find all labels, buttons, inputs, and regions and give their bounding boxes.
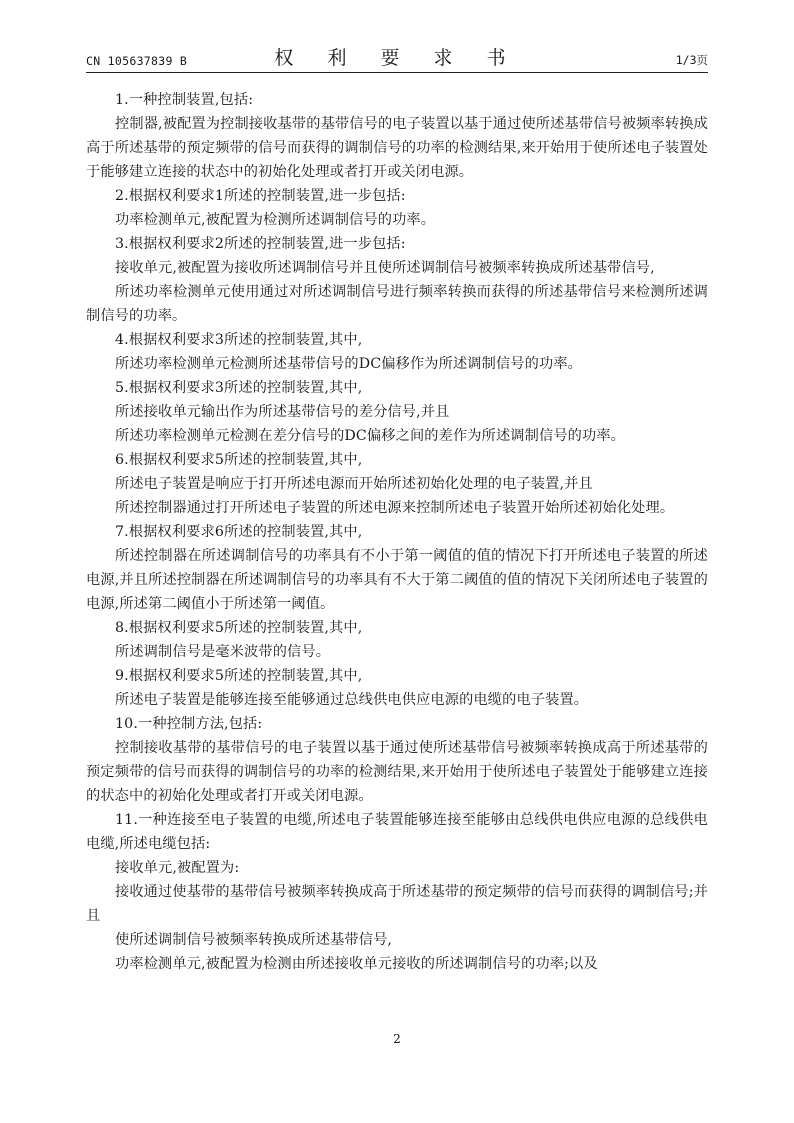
claim-paragraph: 所述电子装置是响应于打开所述电源而开始所述初始化处理的电子装置,并且	[115, 476, 593, 492]
claim-paragraph: 接收单元,被配置为接收所述调制信号并且使所述调制信号被频率转换成所述基带信号,	[115, 260, 655, 276]
claim-paragraph: 7.根据权利要求6所述的控制装置,其中,	[115, 524, 363, 540]
claim-paragraph: 所述功率检测单元使用通过对所述调制信号进行频率转换而获得的所述基带信号来检测所述调制信号的功率。	[86, 284, 708, 324]
claims-body	[86, 88, 708, 976]
claim-paragraph: 10.一种控制方法,包括:	[115, 716, 263, 732]
claim-paragraph: 3.根据权利要求2所述的控制装置,进一步包括:	[115, 236, 406, 252]
claim-paragraph: 5.根据权利要求3所述的控制装置,其中,	[115, 380, 363, 396]
claim-paragraph: 9.根据权利要求5所述的控制装置,其中,	[115, 668, 363, 684]
claim-paragraph: 所述功率检测单元检测在差分信号的DC偏移之间的差作为所述调制信号的功率。	[115, 428, 626, 444]
page-number: 2	[393, 1032, 401, 1046]
claim-paragraph: 接收通过使基带的基带信号被频率转换成高于所述基带的预定频带的信号而获得的调制信号;并且	[86, 884, 708, 924]
claim-paragraph: 11.一种连接至电子装置的电缆,所述电子装置能够连接至能够由总线供电供应电源的总线供电电缆,所述电缆包括:	[86, 812, 708, 852]
claim-paragraph: 所述接收单元输出作为所述基带信号的差分信号,并且	[115, 404, 450, 420]
claim-paragraph: 4.根据权利要求3所述的控制装置,其中,	[115, 332, 363, 348]
patent-number: CN 105637839 B	[86, 54, 188, 68]
claim-paragraph: 所述电子装置是能够连接至能够通过总线供电供应电源的电缆的电子装置。	[115, 692, 589, 708]
page-header	[86, 44, 708, 74]
claim-paragraph: 6.根据权利要求5所述的控制装置,其中,	[115, 452, 363, 468]
claim-paragraph: 1.一种控制装置,包括:	[115, 92, 254, 108]
claim-paragraph: 所述控制器通过打开所述电子装置的所述电源来控制所述电子装置开始所述初始化处理。	[115, 500, 675, 516]
header-rule	[86, 72, 708, 73]
claim-paragraph: 接收单元,被配置为:	[115, 860, 240, 876]
page-count: 1/3页	[675, 53, 708, 67]
claim-paragraph: 功率检测单元,被配置为检测所述调制信号的功率。	[115, 212, 436, 228]
claim-paragraph: 所述控制器在所述调制信号的功率具有不小于第一阈值的值的情况下打开所述电子装置的所述电源,并且所述控制器在所述调制信号的功率具有不大于第二阈值的值的情况下关闭所述电子装置的电源,所述第二阈值小于所述第一阈值。	[86, 548, 708, 612]
claim-paragraph: 所述功率检测单元检测所述基带信号的DC偏移作为所述调制信号的功率。	[115, 356, 582, 372]
claim-paragraph: 控制器,被配置为控制接收基带的基带信号的电子装置以基于通过使所述基带信号被频率转换成高于所述基带的预定频带的信号而获得的调制信号的功率的检测结果,来开始用于使所述电子装置处于能够建立连接的状态中的初始化处理或者打开或关闭电源。	[86, 116, 708, 180]
document-title: 权 利 要 求 书	[274, 47, 520, 69]
claim-paragraph: 功率检测单元,被配置为检测由所述接收单元接收的所述调制信号的功率;以及	[115, 956, 598, 972]
claim-paragraph: 控制接收基带的基带信号的电子装置以基于通过使所述基带信号被频率转换成高于所述基带的预定频带的信号而获得的调制信号的功率的检测结果,来开始用于使所述电子装置处于能够建立连接的状态中的初始化处理或者打开或关闭电源。	[86, 740, 708, 804]
claim-paragraph: 2.根据权利要求1所述的控制装置,进一步包括:	[115, 188, 406, 204]
claim-paragraph: 使所述调制信号被频率转换成所述基带信号,	[115, 932, 393, 948]
claim-paragraph: 所述调制信号是毫米波带的信号。	[115, 644, 331, 660]
claim-paragraph: 8.根据权利要求5所述的控制装置,其中,	[115, 620, 363, 636]
